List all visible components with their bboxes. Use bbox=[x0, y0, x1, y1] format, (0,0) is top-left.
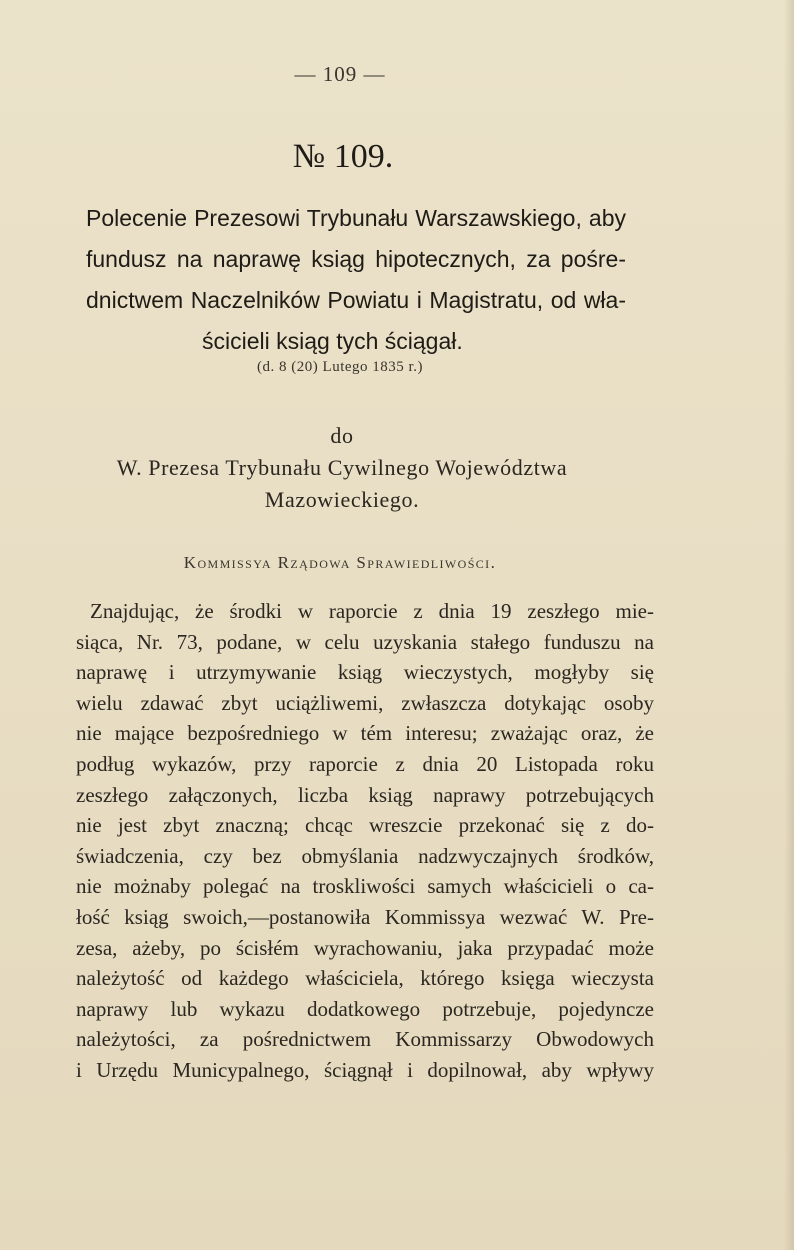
heading-line: Polecenie Prezesowi Trybunału Warszawskiego, aby bbox=[86, 205, 626, 231]
body-line: naprawę i utrzymywanie ksiąg wieczystych, mogłyby się bbox=[76, 660, 654, 685]
addressee-name-line: W. Prezesa Trybunału Cywilnego Województwa bbox=[116, 455, 568, 480]
body-line: łość ksiąg swoich,—postanowiła Kommissya wezwać W. Pre- bbox=[76, 904, 654, 929]
body-line: siąca, Nr. 73, podane, w celu uzyskania stałego funduszu na bbox=[76, 629, 654, 654]
page-number: — 109 — bbox=[294, 62, 386, 86]
body-line: zeszłego załączonych, liczba ksiąg naprawy potrzebujących bbox=[76, 782, 654, 807]
body-line: nie jest zbyt znaczną; chcąc wreszcie przekonać się z do- bbox=[76, 813, 654, 838]
sender-heading: Kommissya Rządowa Sprawiedliwości. bbox=[183, 553, 497, 572]
body-line: nie możnaby polegać na troskliwości samych właścicieli o ca- bbox=[76, 874, 654, 899]
body-line: należytość od każdego właściciela, którego księga wieczysta bbox=[76, 966, 654, 991]
body-line: świadczenia, czy bez obmyślania nadzwyczajnych środków, bbox=[76, 843, 654, 868]
document-heading bbox=[86, 198, 626, 362]
body-line: i Urzędu Municypalnego, ściągnął i dopilnował, aby wpływy bbox=[76, 1057, 654, 1082]
addressee-name-line: Mazowieckiego. bbox=[264, 487, 420, 512]
document-number: № 109. bbox=[292, 138, 394, 175]
body-line: zesa, ażeby, po ścisłém wyrachowaniu, jaka przypadać może bbox=[76, 935, 654, 960]
addressee-block bbox=[0, 420, 684, 516]
document-date: (d. 8 (20) Lutego 1835 r.) bbox=[257, 359, 423, 375]
page-edge-shadow bbox=[784, 0, 794, 1250]
body-paragraph bbox=[76, 596, 654, 1086]
body-line: nie mające bezpośredniego w tém interesu; zważając oraz, że bbox=[76, 721, 654, 746]
body-line: podług wykazów, przy raporcie z dnia 20 Listopada roku bbox=[76, 751, 654, 776]
heading-line: ścicieli ksiąg tych ściągał. bbox=[202, 328, 463, 354]
body-line: wielu zdawać zbyt uciążliwemi, zwłaszcza dotykając osoby bbox=[76, 690, 654, 715]
body-line: należytości, za pośrednictwem Kommissarzy Obwodowych bbox=[76, 1027, 654, 1052]
body-line: Znajdując, że środki w raporcie z dnia 19 zeszłego mie- bbox=[90, 599, 654, 623]
heading-line: dnictwem Naczelników Powiatu i Magistratu, od wła- bbox=[86, 287, 626, 313]
heading-line: fundusz na naprawę ksiąg hipotecznych, za pośre- bbox=[86, 246, 626, 272]
addressee-to: do bbox=[330, 423, 354, 448]
body-line: naprawy lub wykazu dodatkowego potrzebuje, pojedyncze bbox=[76, 996, 654, 1021]
